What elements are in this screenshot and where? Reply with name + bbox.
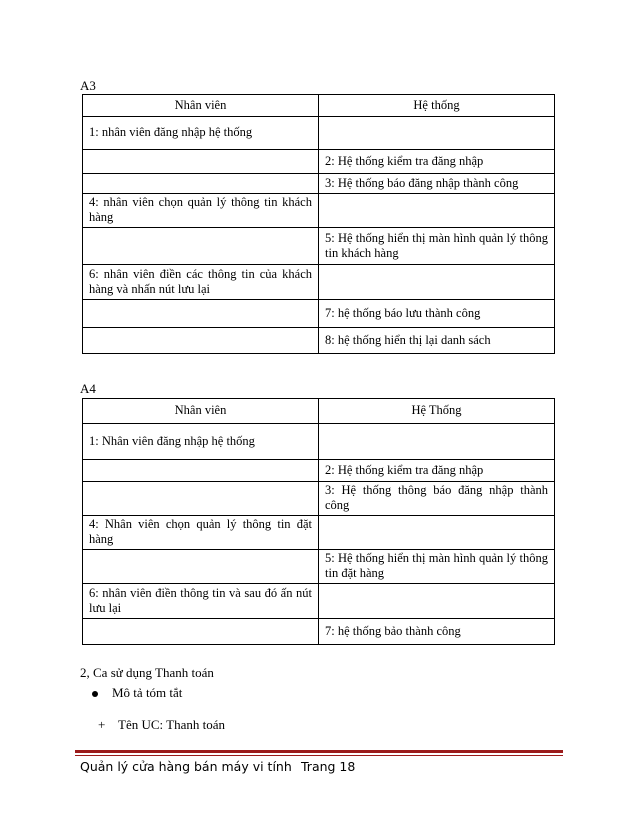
table-cell: 7: hệ thống bảo thành công <box>319 619 555 645</box>
table-cell <box>319 584 555 619</box>
plus-text: Tên UC: Thanh toán <box>118 717 225 732</box>
table-row <box>83 174 555 194</box>
table-row <box>83 516 555 550</box>
table-cell <box>83 150 319 174</box>
table-row <box>83 619 555 645</box>
footer-rule <box>75 750 563 753</box>
table-cell <box>83 460 319 482</box>
a3-header-staff: Nhân viên <box>83 95 319 117</box>
a3-label: A3 <box>80 78 96 93</box>
table-row <box>83 194 555 228</box>
table-row <box>83 584 555 619</box>
a4-label: A4 <box>80 381 96 396</box>
a3-table <box>82 94 555 354</box>
table-cell: 2: Hệ thống kiểm tra đăng nhập <box>319 150 555 174</box>
table-cell <box>83 482 319 516</box>
table-cell: 7: hệ thống báo lưu thành công <box>319 300 555 328</box>
table-cell: 4: nhân viên chọn quản lý thông tin khách hàng <box>83 194 319 228</box>
table-cell <box>319 194 555 228</box>
table-cell: 5: Hệ thống hiển thị màn hình quản lý thông tin đặt hàng <box>319 550 555 584</box>
table-cell: 6: nhân viên điền các thông tin của khách hàng và nhấn nút lưu lại <box>83 265 319 300</box>
table-cell: 1: nhân viên đăng nhập hệ thống <box>83 117 319 150</box>
plus-item <box>98 717 225 733</box>
table-row <box>83 117 555 150</box>
bullet-icon <box>92 691 98 697</box>
table-cell: 2: Hệ thống kiểm tra đăng nhập <box>319 460 555 482</box>
bullet-item <box>92 685 182 701</box>
table-row <box>83 460 555 482</box>
table-row <box>83 228 555 265</box>
table-cell <box>319 265 555 300</box>
table-cell <box>83 228 319 265</box>
table-cell <box>83 619 319 645</box>
table-cell: 4: Nhân viên chọn quản lý thông tin đặt hàng <box>83 516 319 550</box>
table-cell <box>83 300 319 328</box>
a4-header-system: Hệ Thống <box>319 399 555 424</box>
a4-header-staff: Nhân viên <box>83 399 319 424</box>
a4-table <box>82 398 555 645</box>
table-row <box>83 328 555 354</box>
table-cell <box>83 174 319 194</box>
table-cell <box>319 516 555 550</box>
footer-title: Quản lý cửa hàng bán máy vi tính <box>80 759 292 774</box>
plus-icon: + <box>98 717 106 732</box>
table-cell: 3: Hệ thống thông báo đăng nhập thành công <box>319 482 555 516</box>
table-cell: 1: Nhân viên đăng nhập hệ thống <box>83 424 319 460</box>
table-cell: 5: Hệ thống hiển thị màn hình quản lý thông tin khách hàng <box>319 228 555 265</box>
table-cell: 6: nhân viên điền thông tin và sau đó ấn nút lưu lại <box>83 584 319 619</box>
table-cell: 8: hệ thống hiển thị lại danh sách <box>319 328 555 354</box>
table-cell <box>319 117 555 150</box>
footer-rule-thin <box>75 755 563 756</box>
table-cell <box>83 328 319 354</box>
table-cell <box>319 424 555 460</box>
table-cell: 3: Hệ thống báo đăng nhập thành công <box>319 174 555 194</box>
a3-header-system: Hệ thống <box>319 95 555 117</box>
table-row <box>83 300 555 328</box>
table-cell <box>83 550 319 584</box>
table-row <box>83 550 555 584</box>
table-row <box>83 482 555 516</box>
table-row <box>83 265 555 300</box>
table-row <box>83 424 555 460</box>
section-title: 2, Ca sử dụng Thanh toán <box>80 665 214 680</box>
footer-page-number: Trang 18 <box>301 759 356 774</box>
table-row <box>83 150 555 174</box>
bullet-text: Mô tả tóm tắt <box>112 685 183 700</box>
